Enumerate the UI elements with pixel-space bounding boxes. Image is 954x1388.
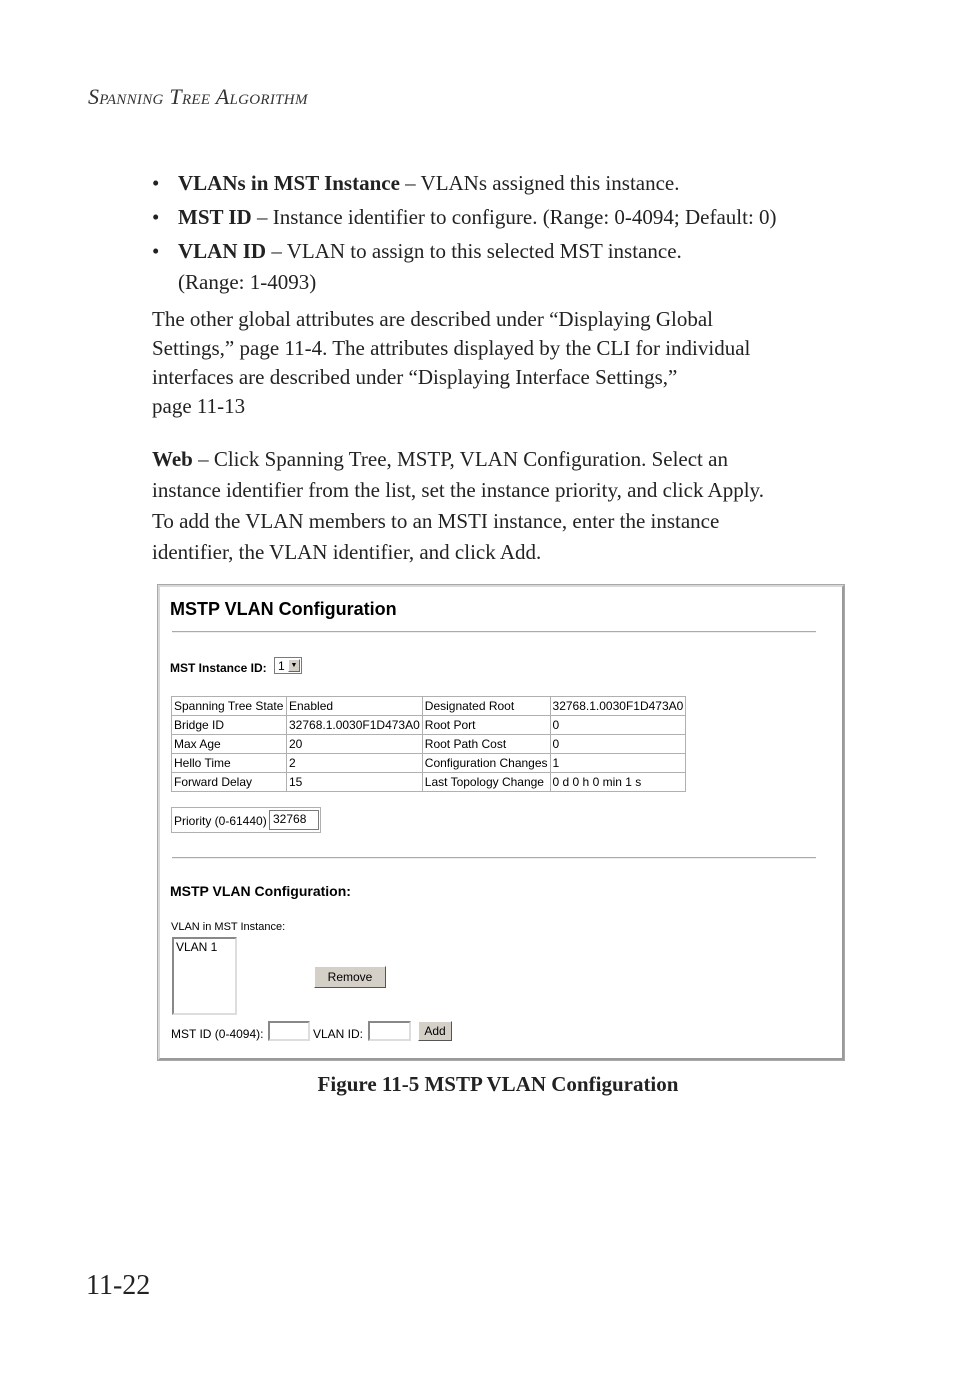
table-cell: 2: [287, 754, 423, 773]
divider: [172, 857, 816, 859]
instance-id-value: 1: [278, 659, 285, 673]
paragraph-line: – Click Spanning Tree, MSTP, VLAN Configuration. Select an: [192, 447, 728, 471]
bullet-item: [152, 202, 872, 233]
bullet-list: [152, 168, 872, 300]
vlan-id-input[interactable]: [368, 1021, 411, 1041]
table-cell: Bridge ID: [172, 716, 287, 735]
figure-caption: Figure 11-5 MSTP VLAN Configuration: [317, 1072, 679, 1096]
priority-label: Priority (0-61440): [174, 814, 267, 828]
paragraph-line: identifier, the VLAN identifier, and click Add.: [152, 540, 542, 564]
paragraph-line: page 11-13: [152, 394, 246, 418]
section-title: MSTP VLAN Configuration:: [170, 883, 351, 899]
table-row: [172, 735, 686, 754]
table-cell: Forward Delay: [172, 773, 287, 792]
screenshot-frame: [157, 584, 845, 1061]
bullet-text: – Instance identifier to configure. (Range: 0-4094; Default: 0): [251, 205, 777, 229]
table-cell: Spanning Tree State: [172, 697, 287, 716]
bullet-term: MST ID: [178, 205, 252, 229]
attributes-paragraph: [152, 305, 852, 421]
remove-button[interactable]: Remove: [314, 966, 386, 988]
priority-group: [171, 807, 321, 833]
table-cell: Root Port: [422, 716, 550, 735]
web-lead: Web: [152, 447, 193, 471]
mst-id-input[interactable]: [268, 1021, 310, 1041]
chevron-down-icon[interactable]: ▼: [288, 659, 300, 672]
bullet-term: VLANs in MST Instance: [178, 171, 400, 195]
paragraph-line: interfaces are described under “Displaying Interface Settings,”: [152, 365, 678, 389]
running-head: Spanning Tree Algorithm: [88, 84, 308, 109]
paragraph-line: To add the VLAN members to an MSTI instance, enter the instance: [152, 509, 720, 533]
status-table: [171, 696, 686, 792]
list-item[interactable]: VLAN 1: [176, 940, 218, 954]
bullet-term: VLAN ID: [178, 239, 267, 263]
paragraph-line: Settings,” page 11-4. The attributes displayed by the CLI for individual: [152, 336, 751, 360]
table-row: [172, 773, 686, 792]
table-cell: 15: [287, 773, 423, 792]
vlan-listbox[interactable]: [172, 937, 237, 1015]
instance-id-label: MST Instance ID:: [170, 661, 267, 675]
paragraph-line: The other global attributes are described under “Displaying Global: [152, 307, 713, 331]
page-title: MSTP VLAN Configuration: [170, 599, 397, 619]
table-row: [172, 697, 686, 716]
bullet-text: – VLAN to assign to this selected MST instance.: [266, 239, 682, 263]
table-cell: 0: [550, 716, 686, 735]
table-cell: Designated Root: [422, 697, 550, 716]
table-cell: 1: [550, 754, 686, 773]
mst-id-label: MST ID (0-4094):: [171, 1027, 264, 1041]
bullet-text: – VLANs assigned this instance.: [399, 171, 680, 195]
divider: [172, 631, 816, 633]
table-row: [172, 754, 686, 773]
table-row: [172, 716, 686, 735]
table-cell: 32768.1.0030F1D473A0: [550, 697, 686, 716]
table-cell: 20: [287, 735, 423, 754]
page-number: 11-22: [86, 1270, 151, 1301]
table-cell: Hello Time: [172, 754, 287, 773]
bullet-dot: •: [152, 239, 160, 263]
table-cell: 32768.1.0030F1D473A0: [287, 716, 423, 735]
bullet-continuation: (Range: 1-4093): [178, 270, 317, 294]
table-cell: Last Topology Change: [422, 773, 550, 792]
table-cell: Enabled: [287, 697, 423, 716]
instance-id-select[interactable]: [274, 657, 302, 674]
add-button[interactable]: Add: [418, 1021, 452, 1041]
vlan-id-label: VLAN ID:: [313, 1027, 364, 1041]
bullet-item: [152, 168, 872, 199]
table-cell: 0 d 0 h 0 min 1 s: [550, 773, 686, 792]
table-cell: Configuration Changes: [422, 754, 550, 773]
table-cell: Root Path Cost: [422, 735, 550, 754]
web-paragraph: [152, 444, 852, 568]
vlan-in-instance-label: VLAN in MST Instance:: [171, 921, 286, 933]
bullet-dot: •: [152, 205, 160, 229]
paragraph-line: instance identifier from the list, set the instance priority, and click Apply.: [152, 478, 764, 502]
priority-input[interactable]: 32768: [269, 810, 319, 830]
bullet-item: [152, 236, 872, 297]
bullet-dot: •: [152, 171, 160, 195]
table-cell: Max Age: [172, 735, 287, 754]
table-cell: 0: [550, 735, 686, 754]
